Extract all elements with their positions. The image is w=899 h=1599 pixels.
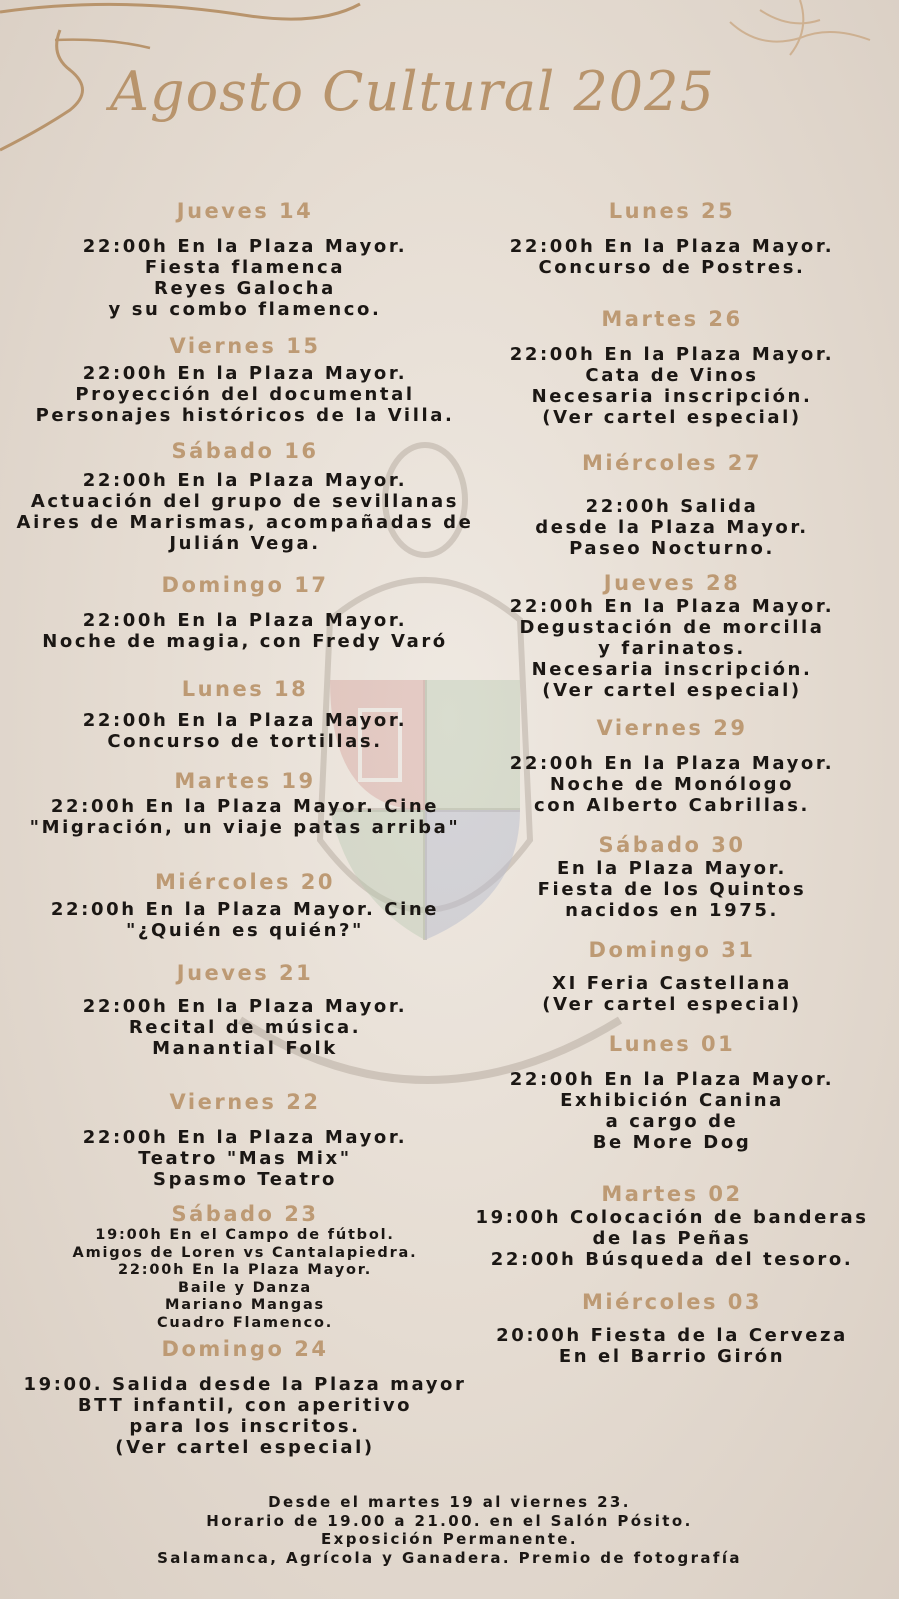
event-line: Amigos de Loren vs Cantalapiedra. [72,1244,418,1261]
event-line: 19:00h Colocación de banderas [475,1207,869,1228]
event-line: Recital de música. [128,1017,362,1038]
event-line: Be More Dog [592,1132,752,1153]
event-block [445,1181,899,1270]
event-line: Actuación del grupo de sevillanas [30,491,460,512]
event-line: 22:00h En la Plaza Mayor. [509,236,835,257]
event-line: 22:00h En la Plaza Mayor. [509,344,835,365]
event-line: 22:00h En la Plaza Mayor. [117,1262,373,1278]
event-block [0,438,490,554]
footer-note [0,1493,899,1567]
event-block [0,1336,490,1458]
event-line: de las Peñas [592,1228,752,1249]
event-line: Concurso de tortillas. [107,731,383,752]
event-block [445,832,899,921]
event-line: Mariano Mangas [165,1297,325,1313]
event-line: Necesaria inscripción. [531,659,813,680]
event-day: Domingo 17 [161,573,329,597]
event-block [0,333,490,426]
event-line: 22:00h En la Plaza Mayor. [82,236,408,257]
event-line: 22:00h En la Plaza Mayor. [509,1069,835,1090]
event-block [0,198,490,320]
event-line: Aires de Marismas, acompañadas de [16,512,474,533]
event-day: Miércoles 03 [581,1290,763,1314]
event-line: Teatro "Mas Mix" [138,1148,352,1169]
event-block [445,1031,899,1153]
footer-line: Salamanca, Agrícola y Ganadera. Premio de fotografía [157,1548,742,1567]
event-line: Cata de Vinos [585,365,759,386]
event-line: Personajes históricos de la Villa. [35,405,455,426]
event-block [0,676,490,752]
event-line: y farinatos. [598,638,746,659]
event-block [445,450,899,559]
event-day: Viernes 22 [169,1090,321,1114]
event-line: 22:00h En la Plaza Mayor. [82,470,408,491]
event-day: Lunes 18 [181,677,309,701]
event-line: 22:00h En la Plaza Mayor. [82,996,408,1017]
event-line: Proyección del documental [75,384,415,405]
event-line: Manantial Folk [152,1038,338,1059]
event-line: y su combo flamenco. [108,299,382,320]
event-block [445,1289,899,1367]
event-line: Degustación de morcilla [519,617,825,638]
event-line: 20:00h Fiesta de la Cerveza [496,1325,848,1346]
event-line: Baile y Danza [178,1279,312,1296]
event-day: Sábado 16 [171,439,319,463]
event-line: 22:00h En la Plaza Mayor. [82,1127,408,1148]
event-day: Martes 19 [174,769,316,793]
event-day: Lunes 25 [608,199,736,223]
footer-line: Horario de 19.00 a 21.00. en el Salón Pósito. [206,1511,693,1530]
event-line: 22:00h Salida [585,496,759,517]
event-block [0,869,490,941]
event-block [0,1089,490,1190]
page-title: Agosto Cultural 2025 [110,60,715,123]
event-line: Exhibición Canina [560,1090,784,1111]
event-line: 19:00h En el Campo de fútbol. [95,1227,395,1243]
event-line: (Ver cartel especial) [542,680,802,701]
event-line: desde la Plaza Mayor. [535,517,809,538]
event-line: "Migración, un viaje patas arriba" [29,817,461,838]
event-line: 22:00h Búsqueda del tesoro. [490,1249,854,1270]
event-day: Jueves 14 [176,199,314,223]
event-line: 22:00h En la Plaza Mayor. [509,753,835,774]
event-block [445,306,899,428]
event-block [445,937,899,1015]
event-line: 22:00h En la Plaza Mayor. [82,710,408,731]
event-line: "¿Quién es quién?" [125,920,365,941]
event-line: nacidos en 1975. [565,900,779,921]
event-line: Spasmo Teatro [153,1169,337,1190]
event-day: Miércoles 27 [581,451,763,475]
event-line: con Alberto Cabrillas. [534,795,810,816]
event-line: Paseo Nocturno. [569,538,775,559]
event-line: 22:00h En la Plaza Mayor. [509,596,835,617]
event-line: (Ver cartel especial) [115,1437,375,1458]
event-line: 22:00h En la Plaza Mayor. [82,363,408,384]
event-line: Necesaria inscripción. [531,386,813,407]
event-day: Domingo 24 [161,1337,329,1361]
event-line: Noche de Monólogo [549,774,795,795]
event-block [0,572,490,652]
event-day: Sábado 23 [171,1202,319,1226]
event-line: En la Plaza Mayor. [557,858,787,879]
event-line: 22:00h En la Plaza Mayor. Cine [50,796,440,817]
event-line: Fiesta flamenca [144,257,346,278]
event-day: Miércoles 20 [154,870,336,894]
event-line: Noche de magia, con Fredy Varó [42,631,448,652]
event-line: para los inscritos. [129,1416,361,1437]
event-line: Fiesta de los Quintos [537,879,807,900]
event-block [0,960,490,1059]
event-day: Jueves 21 [176,961,314,985]
event-line: En el Barrio Girón [558,1346,786,1367]
event-block [445,570,899,701]
event-day: Martes 02 [601,1182,743,1206]
event-day: Viernes 15 [169,334,321,358]
event-block [0,1201,490,1332]
event-line: 22:00h En la Plaza Mayor. [82,610,408,631]
event-line: Julián Vega. [169,533,321,554]
event-line: a cargo de [605,1111,739,1132]
event-block [445,198,899,278]
event-day: Viernes 29 [596,716,748,740]
event-line: Concurso de Postres. [538,257,806,278]
event-line: BTT infantil, con aperitivo [77,1395,413,1416]
event-line: 22:00h En la Plaza Mayor. Cine [50,899,440,920]
event-line: (Ver cartel especial) [542,994,802,1015]
event-line: Reyes Galocha [154,278,336,299]
event-day: Domingo 31 [588,938,756,962]
event-block [0,768,490,838]
event-line: XI Feria Castellana [552,973,792,994]
footer-line: Desde el martes 19 al viernes 23. [268,1493,631,1511]
event-day: Sábado 30 [598,833,746,857]
event-day: Jueves 28 [603,571,741,595]
event-line: Cuadro Flamenco. [156,1314,334,1331]
event-line: (Ver cartel especial) [542,407,802,428]
event-line: 19:00. Salida desde la Plaza mayor [23,1374,467,1395]
event-block [445,715,899,816]
footer-line: Exposición Permanente. [321,1530,578,1548]
event-day: Lunes 01 [608,1032,736,1056]
event-day: Martes 26 [601,307,743,331]
